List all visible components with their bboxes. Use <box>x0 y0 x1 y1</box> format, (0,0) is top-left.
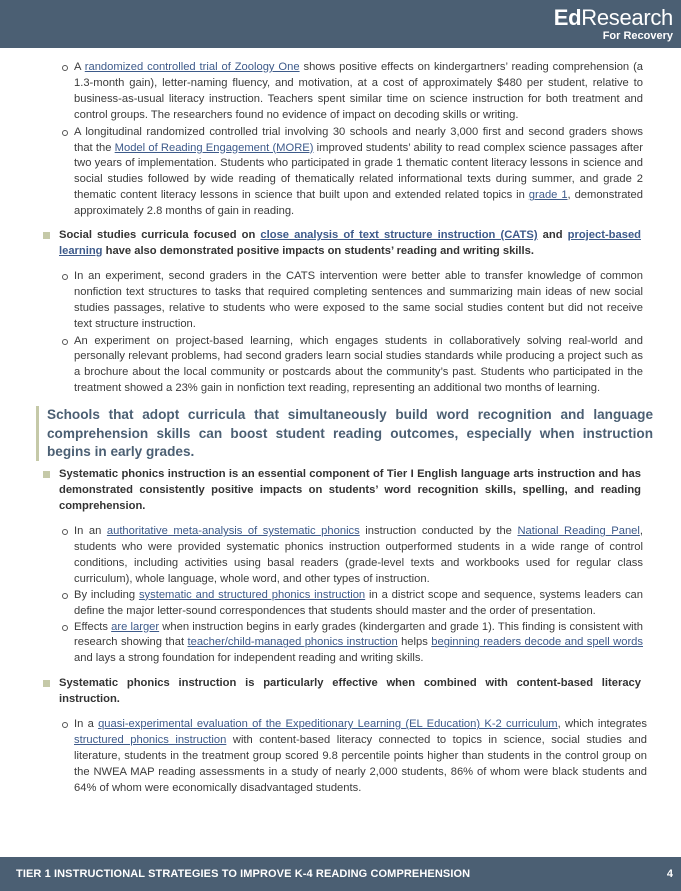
logo-rest: Research <box>581 5 673 30</box>
page-number: 4 <box>666 868 673 880</box>
text: helps <box>397 636 432 649</box>
square-bullet-icon <box>43 232 50 239</box>
text: with content-based literacy connected to topics in science, social studies and literature, students in the treatment group scored 9.8 percentile points higher than students in the control group on the NWEA MAP reading assessments in a study of nearly 2,000 students, 86% of whom were black students and 64% of whom were economically disadvantaged students. <box>74 733 647 794</box>
text: In an experiment, second graders in the CATS intervention were better able to transfer knowledge of common nonfiction text structures to tasks that required completing sentences and summarizing main ideas of new social studies passages, relative to students who were exposed to the same social studies content but did not receive text structure instruction. <box>74 269 643 330</box>
text: , students who were provided systematic phonics instruction outperformed students in a wide range of control conditions, including activities using basal readers (grade-level texts and workbooks used for regular class curriculum), whole language, whole word, and other types of instruction. <box>74 525 643 585</box>
square-bullet-icon <box>43 680 50 687</box>
link-zoology-one[interactable]: randomized controlled trial of Zoology One <box>84 61 300 73</box>
text: By including <box>74 588 139 601</box>
text: and <box>537 229 568 242</box>
text: , demonstrated approximately 2.8 months of gain in reading. <box>74 189 643 218</box>
link-national-reading-panel[interactable]: National Reading Panel <box>517 525 640 538</box>
link-teacher-child-managed[interactable]: teacher/child-managed phonics instruction <box>187 636 398 649</box>
text: A <box>74 61 85 73</box>
text: Systematic phonics instruction is particularly effective when combined with content-based literacy instruction. <box>59 677 641 706</box>
text: Systematic phonics instruction is an essential component of Tier I English language arts instruction and has demonstrated consistently positive impacts on students’ word recognition skills, spelling, and reading comprehension. <box>59 468 641 513</box>
link-project-based-learning[interactable]: project-based learning <box>59 229 641 257</box>
text: and lays a strong foundation for independent reading and writing skills. <box>74 652 424 665</box>
text: An experiment on project-based learning, which engages students in collaboratively solving real-world and personally relevant problems, had second graders learn social studies standards while producing a project such as a brochure about the local community or postcards about the community’s past. Students who participated in the treatment showed a 23% gain in nonfiction text reading, representing an additional two months of learning. <box>74 334 643 395</box>
link-meta-analysis[interactable]: authoritative meta-analysis of systematic phonics <box>106 525 360 538</box>
text: when instruction begins in early grades (kindergarten and grade 1). This finding is consistent with research showing that <box>74 620 643 649</box>
edresearch-logo <box>554 6 673 42</box>
logo-subtitle: For Recovery <box>602 30 673 42</box>
text: In a <box>74 718 99 731</box>
text: have also demonstrated positive impacts on students’ reading and writing skills. <box>102 244 534 257</box>
sub-bullet-meta-analysis <box>74 524 643 588</box>
page-header <box>0 0 681 48</box>
sub-bullet-scope-sequence <box>74 588 643 620</box>
text: improved students’ ability to read complex science passages after two years of implementation. Students who participated in grade 1 thematic content literacy lessons in science and social studies followed by wide reading of thematically related informational texts during summer, and grade 2 thematic content literacy lessons in science that built upon and extended related topics in <box>74 141 643 202</box>
link-are-larger[interactable]: are larger <box>111 620 160 633</box>
text: instruction conducted by the <box>359 525 518 538</box>
main-bullet-content-based <box>59 676 641 708</box>
text: A longitudinal randomized controlled trial involving 30 schools and nearly 3,000 first and second graders shows that the <box>74 125 643 154</box>
text: Social studies curricula focused on <box>59 229 261 242</box>
text: , which integrates <box>557 718 647 731</box>
sub-bullet-effects-larger <box>74 620 643 668</box>
page-footer <box>0 857 681 891</box>
link-structured-phonics[interactable]: systematic and structured phonics instruction <box>138 588 366 601</box>
link-beginning-readers[interactable]: beginning readers decode and spell words <box>431 636 643 649</box>
link-more[interactable]: Model of Reading Engagement (MORE) <box>114 141 314 154</box>
main-bullet-social-studies <box>59 228 641 260</box>
sub-bullet-el-education <box>74 717 647 797</box>
square-bullet-icon <box>43 471 50 478</box>
link-el-education[interactable]: quasi-experimental evaluation of the Expeditionary Learning (EL Education) K-2 curriculum <box>98 718 558 731</box>
link-cats[interactable]: close analysis of text structure instruction (CATS) <box>260 229 538 242</box>
page-content <box>0 60 681 797</box>
text: in a district scope and sequence, systems leaders can define the major letter-sound correspondences that students should master and the order of presentation. <box>74 588 643 617</box>
text: In an <box>74 525 107 538</box>
main-bullet-systematic-phonics <box>59 467 641 515</box>
link-structured-phonics-2[interactable]: structured phonics instruction <box>74 733 227 746</box>
sub-bullet-zoology <box>74 60 643 124</box>
footer-title: TIER 1 INSTRUCTIONAL STRATEGIES TO IMPROVE K-4 READING COMPREHENSION <box>16 868 471 880</box>
text: shows positive effects on kindergartners’ reading comprehension (a 1.3-month gain), letter-naming fluency, and motivation, at a cost of approximately $480 per student, relative to business-as-usual literacy instruction. Teachers spent similar time on science instruction for both treatment and control groups. The researchers found no evidence of impact on decoding skills or writing. <box>74 61 644 121</box>
text: Effects <box>74 620 112 633</box>
link-grade-1[interactable]: grade 1 <box>528 189 568 202</box>
sub-bullet-cats-experiment <box>74 269 643 333</box>
logo-bold: Ed <box>553 5 582 30</box>
sub-bullet-more <box>74 125 643 220</box>
sub-bullet-pbl-experiment <box>74 334 643 398</box>
callout-heading: Schools that adopt curricula that simultaneously build word recognition and language comprehension skills can boost student reading outcomes, especially when instruction begins in early grades. <box>36 406 653 461</box>
